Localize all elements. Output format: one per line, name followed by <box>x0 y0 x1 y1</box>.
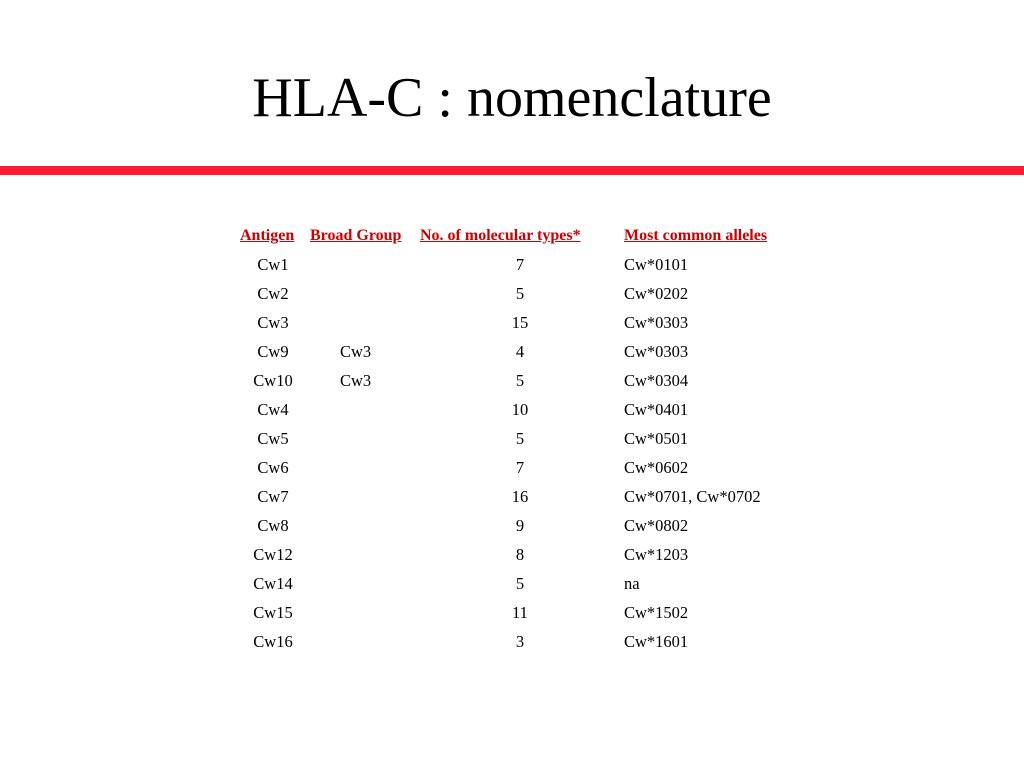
cell-molecular-types: 5 <box>515 283 525 303</box>
table-row <box>238 453 806 482</box>
cell-common-alleles: Cw*0303 <box>624 312 689 332</box>
cell-broad-group <box>308 308 418 337</box>
cell-molecular-types: 10 <box>511 399 529 419</box>
cell-common-alleles: Cw*0401 <box>624 399 689 419</box>
cell-molecular-types: 3 <box>515 631 525 651</box>
cell-broad-group <box>308 569 418 598</box>
cell-common-alleles: Cw*0802 <box>624 515 689 535</box>
header-common-alleles[interactable]: Most common alleles <box>624 227 768 244</box>
cell-antigen: Cw9 <box>257 341 289 361</box>
table-row <box>238 482 806 511</box>
cell-broad-group <box>308 453 418 482</box>
cell-molecular-types: 5 <box>515 573 525 593</box>
cell-molecular-types: 11 <box>512 602 528 622</box>
cell-molecular-types: 5 <box>515 428 525 448</box>
cell-common-alleles: Cw*0602 <box>624 457 689 477</box>
table-row <box>238 424 806 453</box>
cell-antigen: Cw8 <box>257 515 289 535</box>
header-molecular-types[interactable]: No. of molecular types* <box>420 227 581 244</box>
cell-molecular-types: 7 <box>515 457 525 477</box>
table-row <box>238 366 806 395</box>
table-row <box>238 337 806 366</box>
page-title: HLA-C : nomenclature <box>252 67 772 129</box>
cell-common-alleles: Cw*1502 <box>624 602 689 622</box>
cell-molecular-types: 7 <box>515 254 525 274</box>
cell-common-alleles: Cw*1203 <box>624 544 689 564</box>
cell-broad-group: Cw3 <box>340 341 372 361</box>
cell-common-alleles: Cw*1601 <box>624 631 689 651</box>
cell-common-alleles: Cw*0202 <box>624 283 689 303</box>
title-divider <box>0 166 1024 175</box>
cell-antigen: Cw1 <box>257 254 289 274</box>
table-row <box>238 279 806 308</box>
cell-molecular-types: 9 <box>515 515 525 535</box>
table-row <box>238 540 806 569</box>
cell-broad-group <box>308 424 418 453</box>
table-row <box>238 395 806 424</box>
cell-molecular-types: 4 <box>515 341 525 361</box>
cell-common-alleles: Cw*0101 <box>624 254 689 274</box>
cell-broad-group <box>308 627 418 656</box>
table-header-row <box>238 222 806 250</box>
cell-antigen: Cw16 <box>253 631 293 651</box>
cell-common-alleles: Cw*0701, Cw*0702 <box>624 486 761 506</box>
cell-common-alleles: Cw*0304 <box>624 370 689 390</box>
cell-broad-group <box>308 482 418 511</box>
cell-molecular-types: 16 <box>511 486 529 506</box>
cell-broad-group <box>308 279 418 308</box>
cell-antigen: Cw2 <box>257 283 289 303</box>
cell-common-alleles: Cw*0303 <box>624 341 689 361</box>
cell-molecular-types: 15 <box>511 312 529 332</box>
cell-antigen: Cw10 <box>253 370 293 390</box>
cell-broad-group: Cw3 <box>340 370 372 390</box>
table-row <box>238 627 806 656</box>
cell-broad-group <box>308 395 418 424</box>
nomenclature-table <box>238 222 806 656</box>
nomenclature-table-container <box>238 222 806 656</box>
header-broad-group[interactable]: Broad Group <box>310 227 402 244</box>
cell-molecular-types: 8 <box>515 544 525 564</box>
cell-broad-group <box>308 540 418 569</box>
cell-antigen: Cw5 <box>257 428 289 448</box>
cell-common-alleles: na <box>624 573 640 593</box>
table-row <box>238 569 806 598</box>
table-body <box>238 250 806 656</box>
cell-antigen: Cw4 <box>257 399 289 419</box>
cell-molecular-types: 5 <box>515 370 525 390</box>
cell-broad-group <box>308 598 418 627</box>
cell-antigen: Cw6 <box>257 457 289 477</box>
cell-broad-group <box>308 511 418 540</box>
table-row <box>238 250 806 279</box>
table-row <box>238 511 806 540</box>
cell-common-alleles: Cw*0501 <box>624 428 689 448</box>
cell-antigen: Cw7 <box>257 486 289 506</box>
cell-antigen: Cw14 <box>253 573 293 593</box>
cell-antigen: Cw12 <box>253 544 293 564</box>
cell-broad-group <box>308 250 418 279</box>
table-row <box>238 598 806 627</box>
cell-antigen: Cw3 <box>257 312 289 332</box>
header-antigen[interactable]: Antigen <box>240 227 295 244</box>
table-row <box>238 308 806 337</box>
cell-antigen: Cw15 <box>253 602 293 622</box>
